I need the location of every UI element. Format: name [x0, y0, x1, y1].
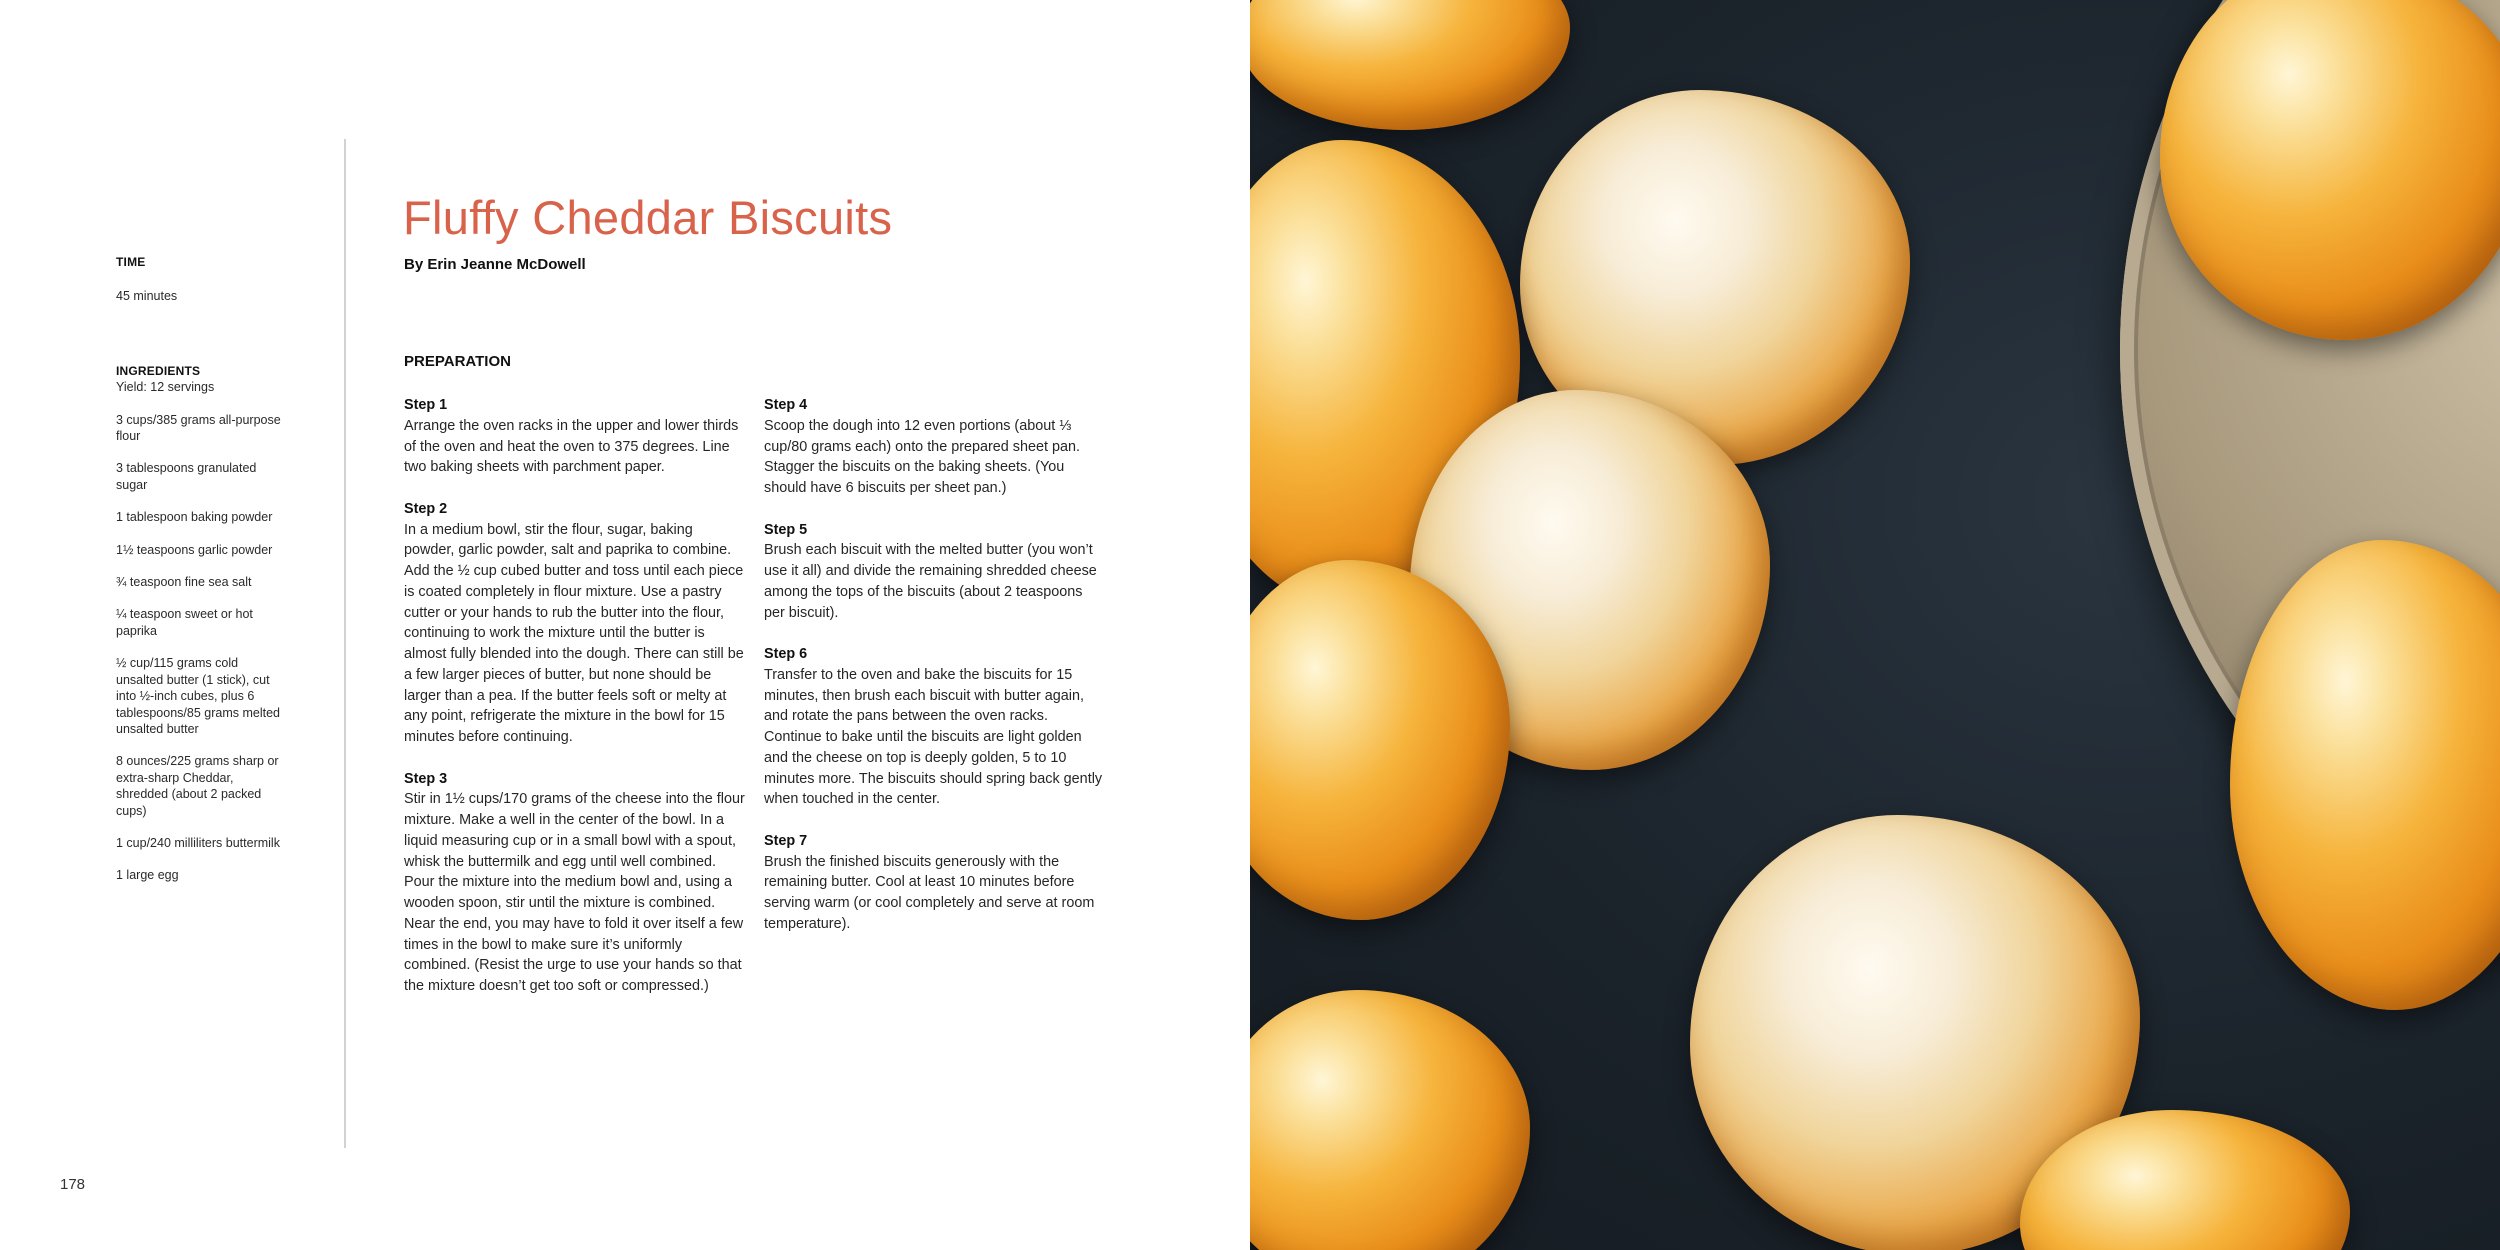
ingredient-item: ¼ teaspoon sweet or hot paprika	[116, 607, 253, 638]
steps-column-right	[764, 395, 1106, 955]
recipe-step	[404, 395, 746, 478]
vertical-divider	[344, 139, 346, 1148]
preparation-heading: PREPARATION	[404, 353, 511, 370]
page-number: 178	[60, 1176, 86, 1193]
recipe-step	[764, 520, 1106, 624]
step-title: Step 3	[404, 770, 448, 787]
biscuit	[1250, 990, 1530, 1250]
step-title: Step 4	[764, 397, 808, 413]
step-text: Scoop the dough into 12 even portions (about ⅓ cup/80 grams each) onto the prepared sheet pan. Stagger the biscuits on the baking sheets. (You should have 6 biscuits per sheet pan.)	[764, 417, 1081, 496]
recipe-title: Fluffy Cheddar Biscuits	[403, 191, 893, 244]
ingredient-item: 8 ounces/225 grams sharp or extra-sharp Cheddar, shredded (about 2 packed cups)	[116, 754, 279, 818]
ingredient-item: ½ cup/115 grams cold unsalted butter (1 stick), cut into ½-inch cubes, plus 6 tablespoons/85 grams melted unsalted butter	[116, 656, 280, 736]
step-title: Step 1	[404, 397, 448, 413]
step-title: Step 2	[404, 500, 448, 517]
ingredient-item: 1 large egg	[116, 868, 179, 883]
step-text: Transfer to the oven and bake the biscuits for 15 minutes, then brush each biscuit with butter again, and rotate the pans between the oven racks. Continue to bake until the biscuits are light golden and the cheese on top is deeply golden, 5 to 10 minutes more. The biscuits should spring back gently when touched in the center.	[764, 666, 1103, 808]
ingredients-list	[116, 412, 281, 884]
ingredient-item: 3 tablespoons granulated sugar	[116, 461, 257, 492]
recipe-sidebar	[116, 254, 281, 900]
recipe-step	[404, 769, 746, 997]
ingredient-item: 3 cups/385 grams all-purpose flour	[116, 412, 281, 444]
step-title: Step 7	[764, 832, 808, 849]
biscuits-photo	[1250, 0, 2500, 1250]
step-text: In a medium bowl, stir the flour, sugar, baking powder, garlic powder, salt and paprika to combine. Add the ½ cup cubed butter and toss until each piece is coated completely in flour mixture. Use a pastry cutter or your hands to rub the butter into the flour, continuing to work the mixture until the butter is almost fully blended into the dough. There can still be a few larger pieces of butter, but none should be larger than a pea. If the butter feels soft or melty at any point, refrigerate the mixture in the bowl for 15 minutes before continuing.	[404, 521, 744, 745]
yield-text: Yield: 12 servings	[116, 380, 215, 395]
time-heading: TIME	[116, 255, 146, 269]
step-text: Brush the finished biscuits generously with the remaining butter. Cool at least 10 minutes before serving warm (or cool completely and serve at room temperature).	[764, 853, 1095, 932]
step-text: Brush each biscuit with the melted butter (you won’t use it all) and divide the remaining shredded cheese among the tops of the biscuits (about 2 teaspoons per biscuit).	[764, 542, 1097, 621]
recipe-step	[404, 499, 746, 748]
time-value: 45 minutes	[116, 289, 178, 304]
recipe-step	[764, 831, 1106, 935]
step-title: Step 5	[764, 521, 808, 538]
recipe-byline: By Erin Jeanne McDowell	[404, 256, 586, 273]
recipe-step	[764, 644, 1106, 810]
step-title: Step 6	[764, 646, 808, 662]
ingredient-item: 1½ teaspoons garlic powder	[116, 542, 273, 557]
ingredient-item: ¾ teaspoon fine sea salt	[116, 575, 252, 590]
step-text: Stir in 1½ cups/170 grams of the cheese into the flour mixture. Make a well in the center of the bowl. In a liquid measuring cup or in a small bowl with a spout, whisk the buttermilk and egg until well combined. Pour the mixture into the medium bowl and, using a wooden spoon, stir until the mixture is combined. Near the end, you may have to fold it over itself a few times in the bowl to make sure it’s uniformly combined. (Resist the urge to use your hands so that the mixture doesn’t get too soft or compressed.)	[404, 791, 745, 994]
recipe-step	[764, 395, 1106, 499]
ingredients-heading: INGREDIENTS	[116, 363, 201, 378]
ingredient-item: 1 cup/240 milliliters buttermilk	[116, 835, 280, 850]
ingredient-item: 1 tablespoon baking powder	[116, 510, 273, 525]
step-text: Arrange the oven racks in the upper and lower thirds of the oven and heat the oven to 375 degrees. Line two baking sheets with parchment paper.	[404, 417, 739, 476]
biscuit	[1250, 0, 1570, 130]
steps-column-left	[404, 395, 746, 1018]
